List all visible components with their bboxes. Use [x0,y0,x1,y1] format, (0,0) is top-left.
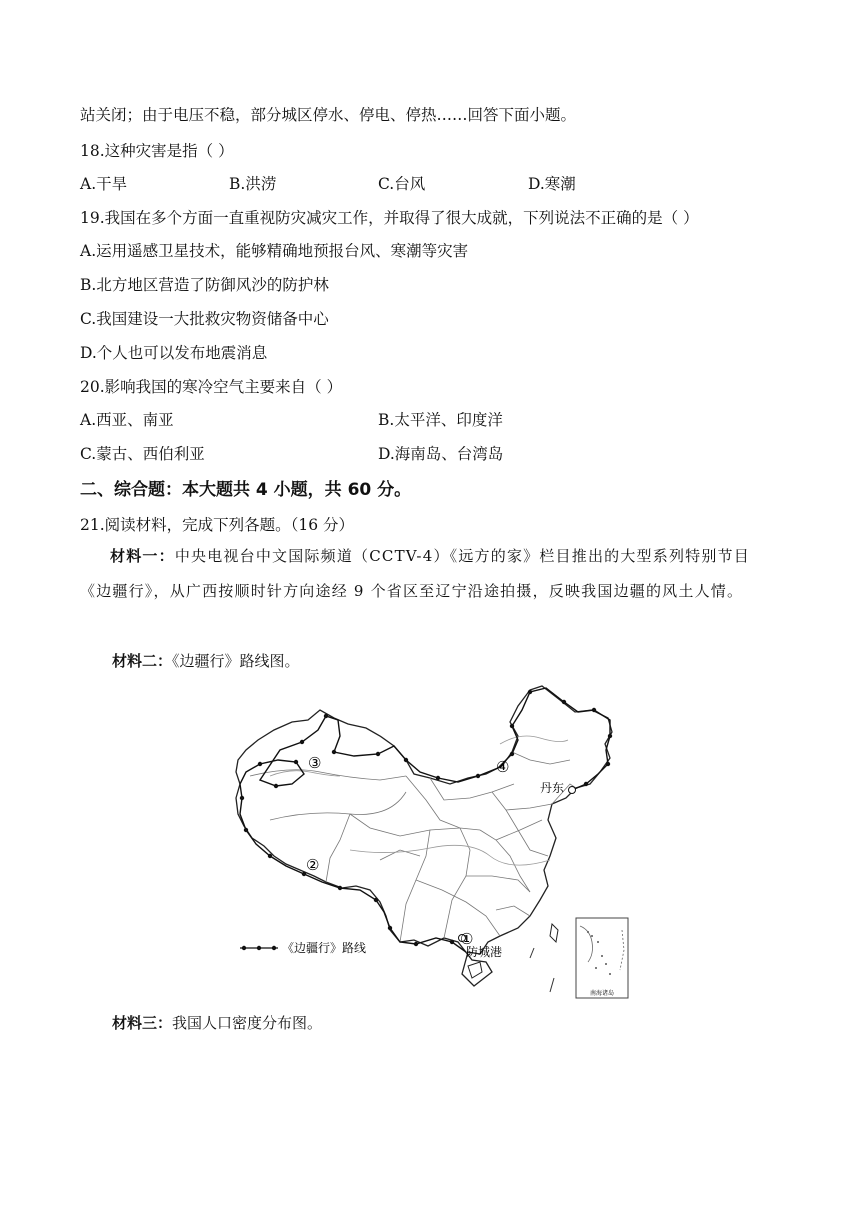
marker-3: ③ [308,754,322,772]
q19-option-d: D.个人也可以发布地震消息 [80,344,268,362]
place-dandong: 丹东 [540,781,565,795]
legend-text: 《边疆行》路线 [282,941,367,955]
q18-option-b: B.洪涝 [229,175,277,193]
route-stops [240,690,612,946]
material3-paragraph [112,1012,322,1034]
inset-caption: 南海诸岛 [589,990,615,997]
route-line [240,688,610,952]
south-china-sea-inset [576,918,628,998]
material2-label: 材料二： [112,652,173,670]
q18-option-a: A.干旱 [80,175,128,193]
hainan-island [468,962,482,978]
legend-dot-1 [242,946,246,950]
material2-paragraph [112,650,300,672]
q19-option-b: B.北方地区营造了防御风沙的防护林 [80,276,329,294]
material2-text: 《边疆行》路线图。 [172,652,300,670]
dash-2 [550,978,554,992]
border-route-map [230,680,640,1002]
q19-option-a: A.运用遥感卫星技术，能够精确地预报台风、寒潮等灾害 [80,242,469,260]
section2-title: 二、综合题：本大题共 4 小题，共 60 分。 [80,480,412,500]
material1-label: 材料一： [110,547,175,565]
material1-paragraph [80,539,780,609]
q19-option-c: C.我国建设一大批救灾物资储备中心 [80,310,329,328]
q18-option-d: D.寒潮 [528,175,576,193]
dash-1 [530,948,534,958]
material3-label: 材料三： [112,1014,173,1032]
q21-stem: 21.阅读材料，完成下列各题。（16 分） [80,516,355,534]
taiwan-island [550,924,558,942]
intro-tail-text: 站关闭；由于电压不稳，部分城区停水、停电、停热……回答下面小题。 [80,106,577,124]
q20-stem: 20.影响我国的寒冷空气主要来自（ ） [80,378,343,396]
q18-option-c: C.台风 [378,175,426,193]
q20-option-c: C.蒙古、西伯利亚 [80,445,205,463]
legend-dot-2 [257,946,261,950]
legend-dot-3 [272,946,276,950]
place-fangchenggang: 防城港 [466,945,503,959]
marker-2: ② [306,856,320,874]
q20-option-a: A.西亚、南亚 [80,411,174,429]
q19-stem: 19.我国在多个方面一直重视防灾减灾工作，并取得了很大成就，下列说法不正确的是（ ） [80,209,699,227]
dandong-marker [569,787,576,794]
marker-4: ④ [496,758,510,776]
q18-stem: 18.这种灾害是指（ ） [80,142,234,160]
material1-text: 中央电视台中文国际频道（CCTV-4）《远方的家》栏目推出的大型系列特别节目《边疆行》，从广西按顺时针方向途经 9 个省区至辽宁沿途拍摄，反映我国边疆的风土人情。 [80,547,750,600]
marker-1: ① [460,930,474,948]
q20-option-d: D.海南岛、台湾岛 [378,445,504,463]
material3-text: 我国人口密度分布图。 [172,1014,323,1032]
q20-option-b: B.太平洋、印度洋 [378,411,503,429]
province-borders [250,752,576,942]
